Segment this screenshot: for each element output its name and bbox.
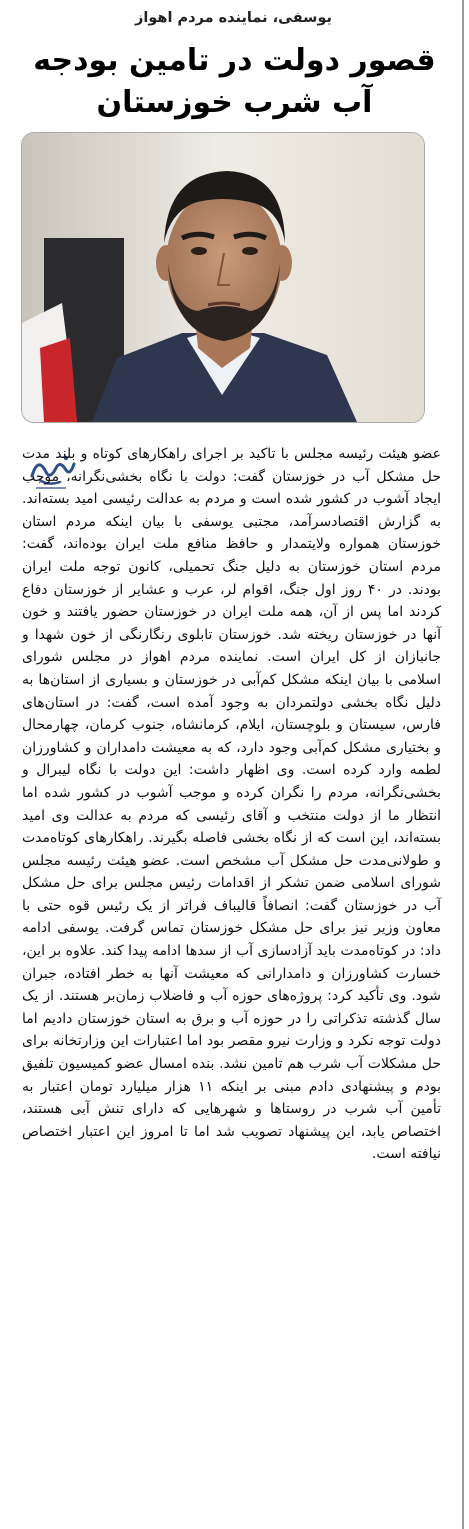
headline-line-2: آب شرب خوزستان — [96, 85, 373, 120]
article-body — [22, 443, 441, 1166]
headline-line-1: قصور دولت در تامین بودجه — [33, 43, 436, 78]
article-body-paragraph: عضو هیئت رئیسه مجلس با تاکید بر اجرای راهکارهای کوتاه و بلند مدت حل مشکل آب در خوزستان گفت: دولت با نگاه بخشی‌نگرانه، موجب ایجاد آشوب در کشور شده است و مردم به عدالت رئیسی امید بسته‌اند. به گزارش اقتصادسرآمد، مجتبی یوسفی با بیان اینکه مردم استان خوزستان همواره ولایتمدار و حافظ منافع ملت ایران بوده‌اند، گفت: مردم استان خوزستان به دلیل جنگ تحمیلی، کانون توجه ملت ایران بودند. در ۴۰ روز اول جنگ، اقوام لر، عرب و عشایر از خوزستان دفاع کردند اما پس از آن، همه ملت ایران در خوزستان حضور یافتند و خون آنها در خوزستان ریخته شد. خوزستان تابلوی رنگارنگی از خون شهدا و جانبازان از کل ایران است. نماینده مردم اهواز در مجلس شورای اسلامی با بیان اینکه مشکل کم‌آبی در خوزستان و بسیاری از استان‌ها به دلیل نگاه بخشی دولتمردان به وجود آمده است، گفت: در استان‌های فارس، سیستان و بلوچستان، ایلام، کرمانشاه، جنوب کرمان، چهارمحال و بختیاری مشکل کم‌آبی وجود دارد، که به معیشت دامداران و کشاورزان لطمه وارد کرده است. وی اظهار داشت: این دولت با نگاه لیبرال و بخشی‌نگرانه، مردم را نگران کرده و موجب آشوب در کشور شده اما انتظار ما از دولت منتخب و آقای رئیسی که مردم به عدالت وی امید بسته‌اند، این است که از نگاه بخشی فاصله بگیرند. راهکارهای کوتاه‌مدت و طولانی‌مدت حل مشکل آب مشخص است. عضو هیئت رئیسه مجلس شورای اسلامی ضمن تشکر از اقدامات رئیس مجلس برای حل مشکل آب در خوزستان گفت: انصافاً قالیباف فراتر از یک رئیس قوه حتی با معاون وزیر نیز برای حل مشکل خوزستان تماس گرفت. یوسفی ادامه داد: در کوتاه‌مدت باید آزادسازی آب از سدها ادامه پیدا کند. علاوه بر این، خسارت کشاورزان و دامدارانی که معیشت آنها به خطر افتاده، جبران شود. وی تأکید کرد: پروژه‌های حوزه آب و فاضلاب زمان‌بر هستند. از یک سال گذشته تذکراتی را در حوزه آب و برق به استان خوزستان دادیم اما دولت توجه نکرد و وزارت نیرو مقصر بود اما اعتبارات این وزارتخانه برای حل مشکلات آب شرب هم تامین نشد. بنده امسال عضو کمیسیون تلفیق بودم و پیشنهادی دادم مبنی بر اینکه ۱۱ هزار میلیارد تومان اعتبار به تأمین آب شرب در روستاها و شهرهایی که دارای تنش آبی هستند، اختصاص یابد، این پیشنهاد تصویب شد اما تا امروز این اعتبار اختصاص نیافته است. — [22, 446, 442, 1163]
column-rule — [462, 0, 464, 1529]
portrait-photo — [22, 133, 424, 422]
article-headline — [22, 40, 447, 124]
article-kicker: یوسفی، نماینده مردم اهواز — [135, 10, 332, 26]
